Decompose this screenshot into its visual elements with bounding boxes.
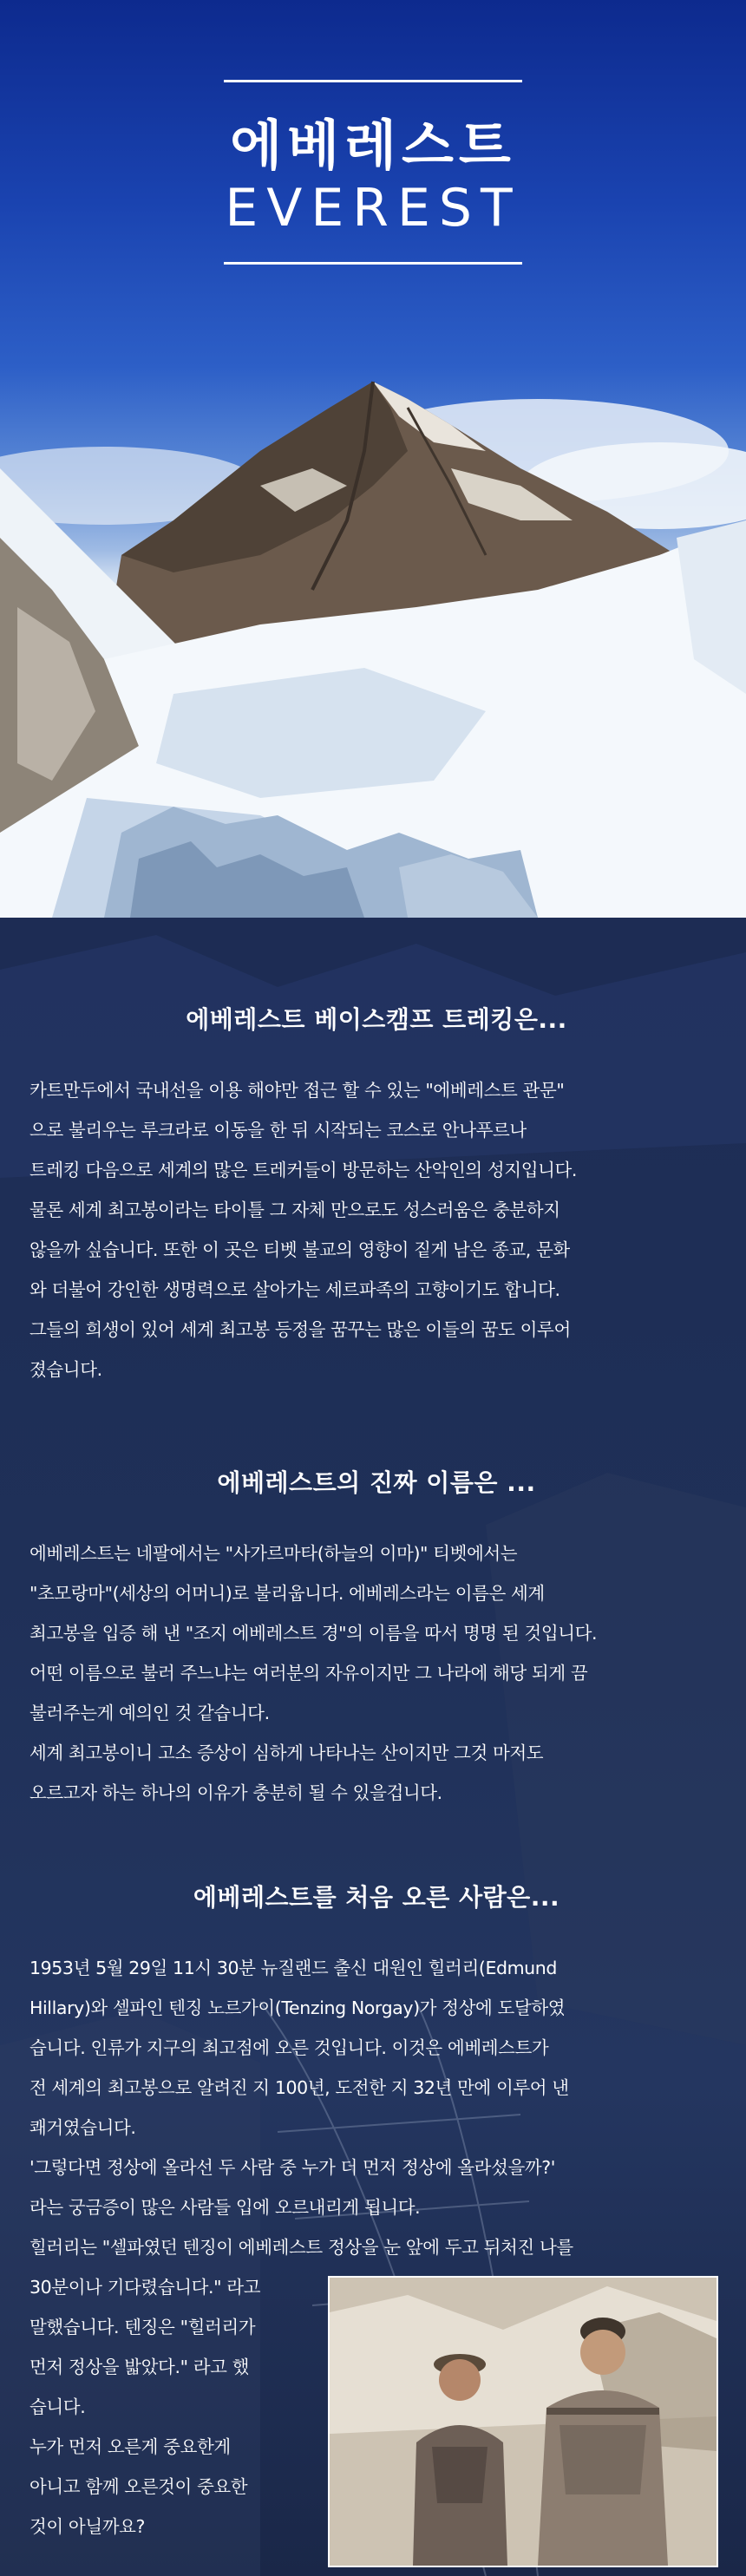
title-top-rule (224, 80, 522, 82)
real-name-section (29, 1464, 723, 1813)
paragraph-line: 것이 아닐까요? (29, 2516, 146, 2537)
paragraph-line: 않을까 싶습니다. 또한 이 곳은 티벳 불교의 영향이 짙게 남은 종교, 문화 (29, 1239, 570, 1260)
paragraph-line: 트레킹 다음으로 세계의 많은 트레커들이 방문하는 산악인의 성지입니다. (29, 1160, 578, 1180)
section-heading: 에베레스트를 처음 오른 사람은... (193, 1883, 560, 1912)
hero-title-korean: 에베레스트 (230, 114, 516, 177)
paragraph-line: 오르고자 하는 하나의 이유가 충분히 될 수 있을겁니다. (29, 1782, 442, 1803)
paragraph-line: 쾌거였습니다. (29, 2117, 136, 2138)
paragraph-line: 습니다. 인류가 지구의 최고점에 오른 것입니다. 이것은 에베레스트가 (29, 2037, 549, 2058)
section-heading: 에베레스트의 진짜 이름은 ... (217, 1468, 536, 1497)
title-bottom-rule (224, 262, 522, 265)
paragraph-line: 그들의 희생이 있어 세계 최고봉 등정을 꿈꾸는 많은 이들의 꿈도 이루어 (29, 1319, 571, 1340)
hero-title-english: EVEREST (225, 178, 521, 239)
hillary-tenzing-photo (328, 2276, 718, 2567)
paragraph-line: 말했습니다. 텐징은 "힐러리가 (29, 2317, 256, 2337)
paragraph-line: 최고봉을 입증 해 낸 "조지 에베레스트 경"의 이름을 따서 명명 된 것입니다. (29, 1623, 598, 1644)
paragraph-line: 와 더불어 강인한 생명력으로 살아가는 세르파족의 고향이기도 합니다. (29, 1279, 560, 1300)
paragraph-line: 라는 궁금증이 많은 사람들 입에 오르내리게 됩니다. (29, 2197, 421, 2218)
paragraph-line: Hillary)와 셀파인 텐징 노르가이(Tenzing Norgay)가 정상에 도달하였 (29, 1997, 566, 2018)
paragraph-line: 카트만두에서 국내선을 이용 해야만 접근 할 수 있는 "에베레스트 관문" (29, 1080, 565, 1101)
basecamp-trek-section (29, 1001, 723, 1389)
paragraph-line: '그렇다면 정상에 올라선 두 사람 중 누가 더 먼저 정상에 올라섰을까?' (29, 2157, 555, 2178)
paragraph-line: 30분이나 기다렸습니다." 라고 (29, 2277, 261, 2298)
paragraph-line: 불러주는게 예의인 것 같습니다. (29, 1703, 270, 1723)
paragraph-line: 습니다. (29, 2396, 86, 2417)
content-area (0, 918, 746, 2576)
paragraph-line: 힐러리는 "셀파였던 텐징이 에베레스트 정상을 눈 앞에 두고 뒤처진 나를 (29, 2237, 573, 2258)
paragraph-line: 전 세계의 최고봉으로 알려진 지 100년, 도전한 지 32년 만에 이루어 낸 (29, 2077, 569, 2098)
paragraph-line: 1953년 5월 29일 11시 30분 뉴질랜드 출신 대원인 힐러리(Edmund (29, 1958, 557, 1978)
paragraph-line: 에베레스트는 네팔에서는 "사가르마타(하늘의 이마)" 티벳에서는 (29, 1543, 518, 1564)
paragraph-line: 물론 세계 최고봉이라는 타이틀 그 자체 만으로도 성스러움은 충분하지 (29, 1200, 560, 1220)
section-heading: 에베레스트 베이스캠프 트레킹은... (186, 1005, 567, 1034)
hero-banner (0, 0, 746, 918)
paragraph-line: 먼저 정상을 밟았다." 라고 했 (29, 2357, 250, 2377)
paragraph-line: 졌습니다. (29, 1359, 102, 1380)
paragraph-line: 세계 최고봉이니 고소 증상이 심하게 나타나는 산이지만 그것 마저도 (29, 1742, 544, 1763)
paragraph-line: 으로 불리우는 루크라로 이동을 한 뒤 시작되는 코스로 안나푸르나 (29, 1120, 527, 1141)
paragraph-line: 누가 먼저 오른게 중요한게 (29, 2436, 231, 2457)
paragraph-line: 어떤 이름으로 불러 주느냐는 여러분의 자유이지만 그 나라에 해당 되게 끔 (29, 1663, 588, 1684)
two-climbers-illustration (330, 2278, 717, 2566)
paragraph-line: "초모랑마"(세상의 어머니)로 불리웁니다. 에베레스라는 이름은 세계 (29, 1583, 545, 1604)
paragraph-line: 아니고 함께 오른것이 중요한 (29, 2476, 248, 2497)
